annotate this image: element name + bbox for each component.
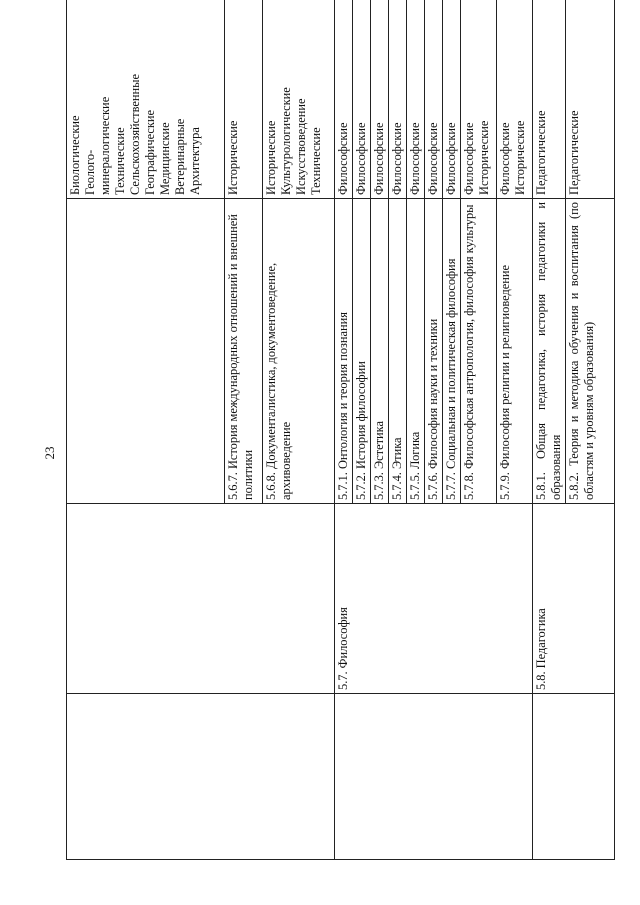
- branch-line: Педагогические: [534, 110, 548, 195]
- branch-line: Исторические: [264, 120, 278, 195]
- branches-cell: [67, 0, 225, 199]
- branch-line: Географические: [143, 109, 157, 195]
- branches-cell: [566, 0, 615, 199]
- branch-line: Исторические: [513, 120, 527, 195]
- group-name-cell: [67, 504, 335, 694]
- group-name-cell: 5.7. Философия: [335, 504, 533, 694]
- branch-line: Культурологические: [279, 87, 293, 195]
- branch-line: Философские: [354, 122, 368, 195]
- branch-line: Философские: [336, 122, 350, 195]
- speciality-cell: [67, 199, 225, 504]
- branch-line: Философские: [444, 122, 458, 195]
- branch-line: Философские: [498, 122, 512, 195]
- table-row: [67, 0, 225, 860]
- branches-cell: [533, 0, 566, 199]
- branches-cell: [425, 0, 443, 199]
- branch-line: Педагогические: [567, 110, 581, 195]
- branches-cell: [353, 0, 371, 199]
- speciality-cell: 5.7.1. Онтология и теория познания: [335, 199, 353, 504]
- speciality-cell: 5.7.7. Социальная и политическая философия: [443, 199, 461, 504]
- page-number: 23: [42, 446, 57, 460]
- branches-cell: [407, 0, 425, 199]
- branch-line: минералогические: [98, 96, 112, 195]
- speciality-cell: 5.7.9. Философия религии и религиоведение: [497, 199, 533, 504]
- branch-line: Технические: [113, 127, 127, 195]
- branch-line: Геолого-: [83, 149, 97, 195]
- speciality-cell: 5.6.7. История международных отношений и внешней политики: [225, 199, 263, 504]
- speciality-cell: 5.7.6. Философия науки и техники: [425, 199, 443, 504]
- speciality-cell: 5.7.4. Этика: [389, 199, 407, 504]
- branch-line: Философские: [462, 122, 476, 195]
- branch-line: Сельскохозяйственные: [128, 74, 142, 195]
- branches-cell: [497, 0, 533, 199]
- branches-cell: [225, 0, 263, 199]
- rotated-table-container: [66, 24, 604, 860]
- branches-cell: [389, 0, 407, 199]
- speciality-cell: 5.7.5. Логика: [407, 199, 425, 504]
- group-cell: [533, 694, 615, 860]
- branches-cell: [461, 0, 497, 199]
- branch-line: Философские: [390, 122, 404, 195]
- branch-line: Исторические: [226, 120, 240, 195]
- branch-line: Искусствоведение: [294, 98, 308, 195]
- speciality-cell: 5.8.2. Теория и методика обучения и воспитания (по областям и уровням образования): [566, 199, 615, 504]
- speciality-cell: 5.7.8. Философская антропология, философия культуры: [461, 199, 497, 504]
- branches-cell: [263, 0, 335, 199]
- branch-line: Исторические: [477, 120, 491, 195]
- branch-line: Философские: [372, 122, 386, 195]
- table-row: [533, 0, 566, 860]
- table-row: [335, 0, 353, 860]
- branches-cell: [443, 0, 461, 199]
- specialities-table: [66, 0, 615, 860]
- speciality-cell: 5.8.1. Общая педагогика, история педагогики и образования: [533, 199, 566, 504]
- branch-line: Ветеринарные: [173, 118, 187, 195]
- group-cell: [335, 694, 533, 860]
- branches-cell: [335, 0, 353, 199]
- branch-line: Биологические: [68, 115, 82, 195]
- speciality-cell: 5.6.8. Документалистика, документоведение, архивоведение: [263, 199, 335, 504]
- group-cell: [67, 694, 335, 860]
- branch-line: Архитектура: [188, 127, 202, 195]
- group-name-cell: 5.8. Педагогика: [533, 504, 615, 694]
- branch-line: Философские: [426, 122, 440, 195]
- speciality-cell: 5.7.3. Эстетика: [371, 199, 389, 504]
- branch-line: Технические: [309, 127, 323, 195]
- branch-line: Философские: [408, 122, 422, 195]
- branches-cell: [371, 0, 389, 199]
- branch-line: Медицинские: [158, 122, 172, 195]
- speciality-cell: 5.7.2. История философии: [353, 199, 371, 504]
